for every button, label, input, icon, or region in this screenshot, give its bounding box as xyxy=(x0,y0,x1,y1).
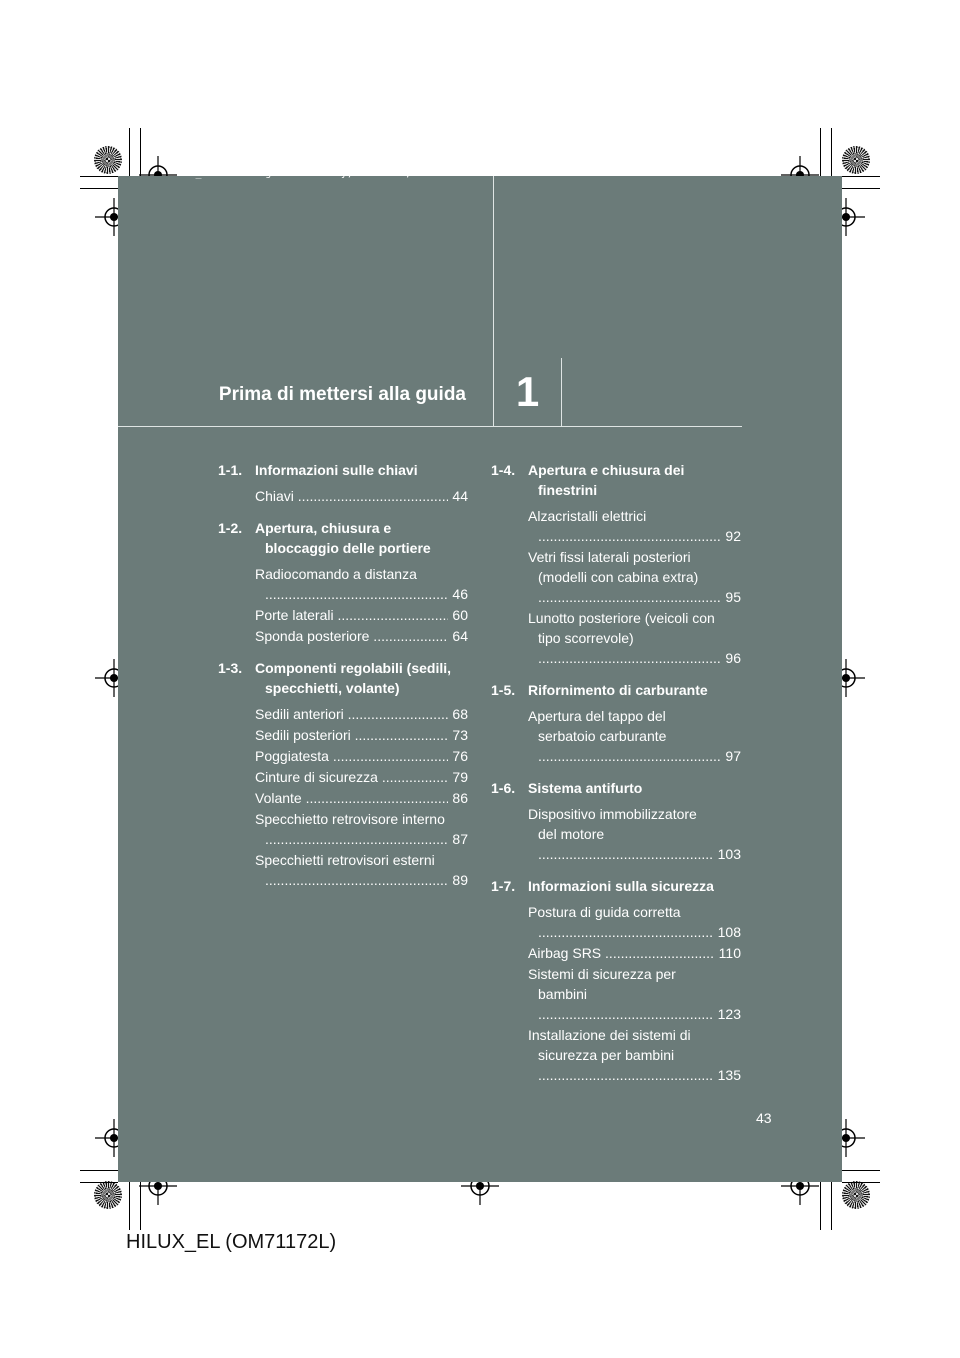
toc-entry-label: Sedili anteriori ..... xyxy=(255,704,448,724)
toc-entry[interactable] xyxy=(491,902,741,942)
section-number: 1-3. xyxy=(218,660,243,676)
toc-entry-page: 46 xyxy=(452,586,468,602)
toc-entry-label: Airbag SRS ..... xyxy=(528,943,715,963)
toc-entry-label: Radiocomando a distanza ..... xyxy=(255,564,448,604)
toc-section-heading xyxy=(218,518,468,558)
toc-entry-page: 60 xyxy=(452,607,468,623)
toc-entry[interactable] xyxy=(218,626,468,646)
section-title: Sistema antifurto xyxy=(528,780,643,796)
toc-entry[interactable] xyxy=(218,605,468,625)
crop-line xyxy=(842,188,880,189)
section-number: 1-2. xyxy=(218,520,243,536)
toc-entry[interactable] xyxy=(218,809,468,849)
toc-entry[interactable] xyxy=(491,547,741,607)
toc-entry-label: Dispositivo immobilizzatore del motore ..... xyxy=(528,804,714,864)
crop-line xyxy=(80,1170,118,1171)
crop-line xyxy=(140,128,141,176)
toc-section-heading xyxy=(218,460,468,480)
toc-entry-label: Specchietto retrovisore interno ..... xyxy=(255,809,448,849)
toc-entry-label: Porte laterali ..... xyxy=(255,605,448,625)
document-code: HILUX_EL (OM71172L) xyxy=(126,1231,337,1253)
crop-line xyxy=(140,1182,141,1230)
crop-line xyxy=(129,1182,130,1230)
toc-entry-page: 103 xyxy=(717,846,741,862)
toc-entry[interactable] xyxy=(218,704,468,724)
toc-entry[interactable] xyxy=(218,725,468,745)
toc-section xyxy=(218,460,468,506)
crop-line xyxy=(842,176,880,177)
print-info: Sec_01TOC.fm Page 43 Thursday, March 24, 2011 1:49 PM xyxy=(178,168,487,179)
toc-entry-page: 79 xyxy=(452,769,468,785)
toc-section-heading xyxy=(491,876,741,896)
toc-entry[interactable] xyxy=(218,767,468,787)
crop-line xyxy=(831,1182,832,1230)
crop-line xyxy=(820,128,821,176)
toc-section xyxy=(491,680,741,766)
toc-section-heading xyxy=(491,460,741,500)
toc-entry-page: 92 xyxy=(725,528,741,544)
crop-line xyxy=(129,128,130,176)
toc-entry-label: Volante ..... xyxy=(255,788,448,808)
toc-entry[interactable] xyxy=(218,486,468,506)
toc-entry[interactable] xyxy=(491,1025,741,1085)
toc-entry-page: 68 xyxy=(452,706,468,722)
toc-entry-label: Specchietti retrovisori esterni ..... xyxy=(255,850,448,890)
toc-section xyxy=(218,518,468,646)
crop-line xyxy=(820,1182,821,1230)
toc-entry-page: 97 xyxy=(725,748,741,764)
chapter-number-tab xyxy=(493,358,562,427)
chapter-title: Prima di mettersi alla guida xyxy=(218,384,466,405)
toc-section xyxy=(491,778,741,864)
toc-entry-label: Postura di guida corretta ..... xyxy=(528,902,714,942)
crop-line xyxy=(80,188,118,189)
toc-entry-page: 135 xyxy=(717,1067,741,1083)
page-number: 43 xyxy=(756,1110,772,1126)
toc-entry-page: 44 xyxy=(452,488,468,504)
toc-left-column xyxy=(218,460,468,902)
toc-entry[interactable] xyxy=(491,608,741,668)
toc-entry-label: Poggiatesta ..... xyxy=(255,746,448,766)
toc-right-column xyxy=(491,460,741,1097)
toc-entry-label: Sponda posteriore ..... xyxy=(255,626,448,646)
section-number: 1-6. xyxy=(491,780,516,796)
toc-entry[interactable] xyxy=(491,506,741,546)
toc-section-heading xyxy=(218,658,468,698)
section-title: Rifornimento di carburante xyxy=(528,682,708,698)
header-rule xyxy=(118,426,742,427)
toc-entry-label: Sistemi di sicurezza per bambini ..... xyxy=(528,964,714,1024)
section-number: 1-1. xyxy=(218,462,243,478)
toc-section-heading xyxy=(491,778,741,798)
toc-section xyxy=(491,460,741,668)
section-number: 1-5. xyxy=(491,682,516,698)
toc-section-heading xyxy=(491,680,741,700)
color-calibration-icon xyxy=(94,146,122,174)
color-calibration-icon xyxy=(842,146,870,174)
toc-entry-label: Sedili posteriori ..... xyxy=(255,725,448,745)
toc-entry-page: 108 xyxy=(717,924,741,940)
toc-entry-page: 87 xyxy=(452,831,468,847)
toc-entry-label: Apertura del tappo del serbatoio carburante ..... xyxy=(528,706,721,766)
crop-line xyxy=(831,128,832,176)
toc-entry-page: 110 xyxy=(718,945,741,961)
crop-line xyxy=(80,176,118,177)
section-number: 1-7. xyxy=(491,878,516,894)
section-number: 1-4. xyxy=(491,462,516,478)
toc-entry-label: Alzacristalli elettrici ..... xyxy=(528,506,721,546)
section-title: Informazioni sulle chiavi xyxy=(255,462,418,478)
toc-entry[interactable] xyxy=(491,943,741,963)
toc-entry-page: 95 xyxy=(725,589,741,605)
toc-entry[interactable] xyxy=(491,706,741,766)
toc-entry[interactable] xyxy=(218,788,468,808)
toc-entry[interactable] xyxy=(491,964,741,1024)
toc-entry-label: Installazione dei sistemi di sicurezza per bambini ..... xyxy=(528,1025,714,1085)
chapter-number: 1 xyxy=(515,368,540,415)
toc-entry-page: 76 xyxy=(452,748,468,764)
toc-entry-label: Lunotto posteriore (veicoli con tipo scorrevole) ..... xyxy=(528,608,721,668)
vertical-divider xyxy=(493,176,494,358)
section-title: Apertura, chiusura e bloccaggio delle portiere xyxy=(255,520,431,556)
toc-section xyxy=(491,876,741,1085)
toc-entry[interactable] xyxy=(218,850,468,890)
toc-entry[interactable] xyxy=(218,746,468,766)
color-calibration-icon xyxy=(842,1181,870,1209)
section-title: Apertura e chiusura dei finestrini xyxy=(528,462,685,498)
section-title: Componenti regolabili (sedili, specchietti, volante) xyxy=(255,660,452,696)
crop-line xyxy=(80,1182,118,1183)
toc-section xyxy=(218,658,468,890)
toc-entry[interactable] xyxy=(218,564,468,604)
toc-entry-page: 64 xyxy=(452,628,468,644)
toc-entry-page: 123 xyxy=(717,1006,741,1022)
toc-entry-page: 86 xyxy=(452,790,468,806)
toc-entry-label: Cinture di sicurezza ..... xyxy=(255,767,448,787)
toc-entry-page: 73 xyxy=(452,727,468,743)
section-title: Informazioni sulla sicurezza xyxy=(528,878,714,894)
crop-line xyxy=(842,1182,880,1183)
toc-entry-page: 89 xyxy=(452,872,468,888)
toc-entry-label: Chiavi ..... xyxy=(255,486,448,506)
toc-entry-label: Vetri fissi laterali posteriori (modelli con cabina extra) ..... xyxy=(528,547,721,607)
toc-entry-page: 96 xyxy=(725,650,741,666)
crop-line xyxy=(842,1170,880,1171)
color-calibration-icon xyxy=(94,1181,122,1209)
toc-entry[interactable] xyxy=(491,804,741,864)
